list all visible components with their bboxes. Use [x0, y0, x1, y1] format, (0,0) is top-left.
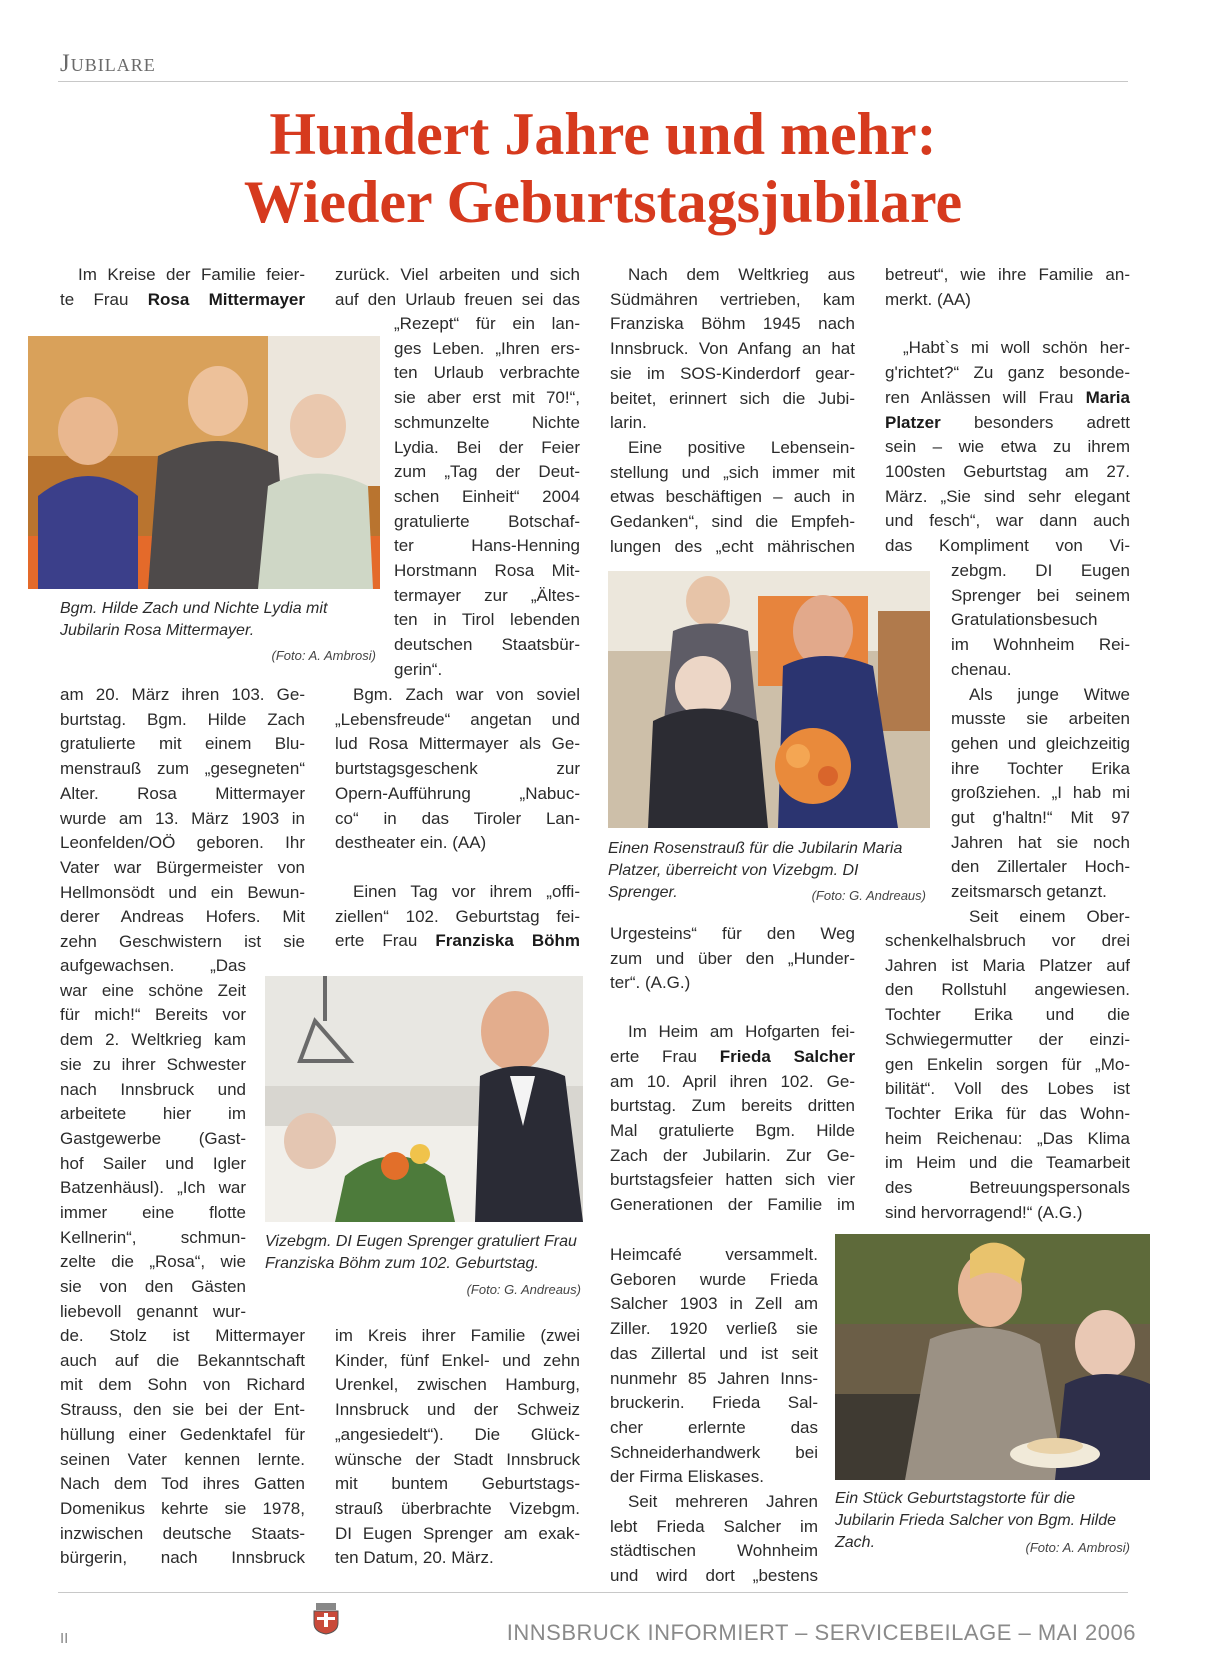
col4-n-line-3: Gratulationsbesuch	[951, 610, 1098, 630]
col2-line-5: ten Urlaub verbrachte	[394, 363, 580, 383]
caption-photo4: Ein Stück Geburtstagstorte für die Jubilarin Frieda Salcher von Bgm. Hilde Zach.	[835, 1490, 1117, 1551]
name-platzer: Platzer	[885, 412, 941, 432]
col3-line-10: etwas beschäftigen – auch in	[610, 487, 855, 507]
headline-line-2: Wieder Geburtstagsjubilare	[243, 169, 963, 235]
col1-line-26: liebevoll genannt wur-	[60, 1301, 246, 1321]
col4-n-line-12: Jahren hat sie noch	[951, 832, 1130, 852]
col2-b-line-2: Kinder, fünf Enkel- und zehn	[335, 1350, 580, 1370]
caption-photo1: Bgm. Hilde Zach und Nichte Lydia mit Jubilarin Rosa Mittermayer.	[60, 600, 328, 639]
col4-n-line-15: Seit einem Ober-	[969, 906, 1130, 926]
col3-line-2: Südmähren vertrieben, kam	[610, 289, 855, 309]
col3-line-4: Innsbruck. Von Anfang an hat	[610, 339, 855, 359]
col4-w-line-6: gen Enkelin sorgen für „Mo-	[885, 1054, 1130, 1074]
col1-line-36: bürgerin, nach Innsbruck	[60, 1548, 305, 1568]
col4-w-line-11: des Betreuungspersonals	[885, 1178, 1130, 1198]
col3-line-5: sie im SOS-Kinderdorf gear-	[610, 363, 855, 383]
col3-frieda-line-19: Seit mehreren Jahren	[628, 1492, 818, 1512]
col1-line-11: zehn Geschwistern ist sie	[60, 932, 305, 952]
col1-line-3: gratulierte mit einem Blu-	[60, 734, 305, 754]
col4-top	[885, 263, 1130, 559]
col4-n-line-5: chenau.	[951, 659, 1012, 679]
col1-line-8: Vater war Bürgermeister von	[60, 857, 305, 877]
credit-photo3: (Foto: G. Andreaus)	[811, 888, 926, 903]
col1-line-1: am 20. März ihren 103. Ge-	[60, 685, 305, 704]
col1-line-34: Domenikus kehrte sie 1978,	[60, 1498, 305, 1518]
col3-mid-line-3: ter“. (A.G.)	[610, 973, 691, 993]
col2-line-4: ges Leben. „Ihren ers-	[394, 338, 580, 358]
col4-n-line-13: den Zillertaler Hoch-	[951, 857, 1130, 877]
col3-line-9: stellung und „sich immer mit	[610, 462, 855, 482]
col3-frieda-line-21: städtischen Wohnheim	[610, 1541, 818, 1561]
col1-lead-line1: Im Kreise der Familie feier-	[78, 265, 305, 284]
col1-line-15: dem 2. Weltkrieg kam	[60, 1030, 246, 1050]
col4-wide	[885, 929, 1130, 1225]
col3-frieda-line-9: Heimcafé versammelt.	[610, 1245, 818, 1264]
col4-maria-line-2: g'richtet?“ Zu ganz besonde-	[885, 363, 1130, 383]
col4-w-line-7: bilität“. Voll des Lobes ist	[885, 1079, 1130, 1099]
col1-line-2: burtstag. Bgm. Hilde Zach	[60, 709, 305, 729]
col4-maria-line-4: Platzer besonders adrett	[885, 412, 1130, 432]
col3-line-12: lungen des „echt mährischen	[610, 536, 855, 556]
col4-n-line-11: gut g'haltn!“ Mit 97	[951, 808, 1130, 828]
col2-line-12: ter Hans-Henning	[394, 536, 580, 556]
col1-line-18: arbeitete hier im	[60, 1104, 246, 1124]
col4-n-line-2: Sprenger bei seinem	[951, 585, 1130, 605]
caption-photo3: Einen Rosenstrauß für die Jubilarin Maria Platzer, überreicht von Vizebgm. DI Sprenger.	[608, 840, 903, 901]
col4-narrow	[951, 559, 1130, 930]
photo-rosa-mittermayer	[28, 336, 380, 589]
col2-p3-line-2: ziellen“ 102. Geburtstag fei-	[335, 906, 580, 926]
col2-b-line-6: wünsche der Stadt Innsbruck	[335, 1449, 580, 1469]
name-rosa-mittermayer: Rosa Mittermayer	[147, 289, 305, 309]
name-frieda-salcher: Frieda Salcher	[719, 1046, 855, 1066]
col4-n-line-4: im Wohnheim Rei-	[951, 635, 1130, 655]
credit-photo4: (Foto: A. Ambrosi)	[1025, 1540, 1130, 1555]
col2-line-10: schen Einheit“ 2004	[394, 486, 580, 506]
col1-line-25: sie von den Gästen	[60, 1277, 246, 1297]
col4-n-line-6: Als junge Witwe	[969, 684, 1130, 704]
col1-line-9: Hellmonsödt und ein Bewun-	[60, 882, 305, 902]
col3-frieda-line-5: Mal gratulierte Bgm. Hilde	[610, 1120, 855, 1140]
col4-n-line-8: gehen und gleichzeitig	[951, 733, 1130, 753]
name-maria: Maria	[1085, 387, 1130, 407]
col2-para2	[335, 683, 580, 954]
col3-mid-line-1: Urgesteins“ für den Weg	[610, 924, 855, 943]
col4-line-2: merkt. (AA)	[885, 289, 971, 309]
col4-maria-line-3: ren Anlässen will Frau Maria	[885, 387, 1130, 407]
col3-frieda-line-17: Schneiderhandwerk bei	[610, 1442, 818, 1462]
col1-line-24: zelte die „Rosa“, wie	[60, 1252, 246, 1272]
col3-frieda-line-12: Ziller. 1920 verließ sie	[610, 1319, 818, 1339]
col1-line-10: derer Andreas Hofers. Mit	[60, 907, 305, 927]
col3-frieda-line-4: burtstag. Zum bereits dritten	[610, 1096, 855, 1116]
col3-bottom-narrow	[610, 1243, 818, 1589]
col3-top	[610, 263, 855, 559]
innsbruck-crest-icon	[312, 1601, 340, 1635]
col1-line-7: Leonfelden/OÖ geboren. Ihr	[60, 833, 305, 853]
col4-w-line-3: den Rollstuhl angewiesen.	[885, 980, 1130, 1000]
col2-p2-line-3: lud Rosa Mittermayer als Ge-	[335, 734, 580, 754]
col3-line-8: Eine positive Lebensein-	[628, 437, 855, 457]
col4-w-line-12: sind hervorragend!“ (A.G.)	[885, 1202, 1083, 1222]
col1-line-22: immer eine flotte	[60, 1203, 246, 1223]
col3-mid	[610, 922, 855, 1218]
col4-maria-line-8: und fesch“, war dann auch	[885, 511, 1130, 531]
col3-frieda-line-1: Im Heim am Hofgarten fei-	[628, 1022, 855, 1042]
col3-frieda-line-16: cher erlernte das	[610, 1417, 818, 1437]
col2-bottom	[335, 1324, 580, 1571]
col2-b-line-9: DI Eugen Sprenger am exak-	[335, 1523, 580, 1543]
col1-line-19: Gastgewerbe (Gast-	[60, 1128, 246, 1148]
col1-line-4: menstrauß zum „gesegneten“	[60, 759, 305, 779]
col2-line-3: „Rezept“ für ein lan-	[394, 314, 580, 333]
col2-p3-line-3: erte Frau Franziska Böhm	[335, 931, 580, 951]
col1-line-35: inzwischen deutsche Staats-	[60, 1523, 305, 1543]
col3-frieda-line-6: Zach der Jubilarin. Zur Ge-	[610, 1145, 855, 1165]
col1-body-narrow	[60, 954, 246, 1325]
col2-line-17: gerin“.	[394, 659, 443, 679]
col2-p2-line-6: co“ in das Tiroler Lan-	[335, 808, 580, 828]
col3-frieda-line-18: der Firma Eliskases.	[610, 1467, 764, 1487]
col1-body-bottom	[60, 1324, 305, 1571]
col3-frieda-line-8: Generationen der Familie im	[610, 1195, 855, 1215]
col4-line-1: betreut“, wie ihre Familie an-	[885, 265, 1130, 284]
col4-n-line-7: musste sie arbeiten	[951, 709, 1130, 729]
col3-frieda-line-15: bruckerin. Frieda Sal-	[610, 1393, 818, 1413]
col2-line-6: sie aber erst mit 70!“,	[394, 388, 580, 408]
col4-maria-line-1: „Habt`s mi woll schön her-	[903, 338, 1130, 358]
col4-w-line-4: Tochter Erika und die	[885, 1005, 1130, 1025]
col3-line-7: larin.	[610, 413, 647, 433]
col1-lead	[60, 263, 305, 312]
col1-line-29: mit dem Sohn von Richard	[60, 1375, 305, 1395]
col2-line-13: Horstmann Rosa Mit-	[394, 561, 580, 581]
col3-frieda-line-11: Salcher 1903 in Zell am	[610, 1294, 818, 1314]
name-franziska-boehm: Franziska Böhm	[435, 931, 580, 951]
col4-n-line-9: ihre Tochter Erika	[951, 758, 1130, 778]
col4-w-line-9: heim Reichenau: „Das Klima	[885, 1128, 1130, 1148]
col1-line-28: auch auf die Bekanntschaft	[60, 1350, 305, 1370]
headline-line-1: Hundert Jahre und mehr:	[269, 101, 937, 167]
col2-line-11: gratulierte Botschaf-	[394, 511, 580, 531]
col2-b-line-8: strauß überbrachte Vizebgm.	[335, 1498, 580, 1518]
col1-line-23: Kellnerin“, schmun-	[60, 1227, 246, 1247]
col3-mid-line-2: zum und über den „Hunder-	[610, 948, 855, 968]
credit-photo1: (Foto: A. Ambrosi)	[271, 648, 376, 663]
col2-b-line-4: Innsbruck und der Schweiz	[335, 1400, 580, 1420]
col2-line-9: zum „Tag der Deut-	[394, 462, 580, 482]
col4-n-line-10: großziehen. „I hab mi	[951, 783, 1130, 803]
col2-p2-line-5: Opern-Aufführung „Nabuc-	[335, 783, 580, 803]
col4-w-line-5: Schwiegermutter der einzi-	[885, 1029, 1130, 1049]
publication-footer: INNSBRUCK INFORMIERT – SERVICEBEILAGE – MAI 2006	[506, 1620, 1136, 1645]
col2-b-line-1: im Kreis ihrer Familie (zwei	[335, 1326, 580, 1345]
col3-frieda-line-3: am 10. April ihren 102. Ge-	[610, 1071, 855, 1091]
col1-line-14: für mich!“ Bereits vor	[60, 1005, 246, 1025]
col3-frieda-line-2: erte Frau Frieda Salcher	[610, 1046, 855, 1066]
col3-line-11: Gedanken“, sind die Empfeh-	[610, 512, 855, 532]
section-label: Jubilare	[60, 50, 156, 77]
col3-frieda-line-20: lebt Frieda Salcher im	[610, 1516, 818, 1536]
col1-line-13: war eine schöne Zeit	[60, 980, 246, 1000]
col2-p2-line-4: burtstagsgeschenk zur	[335, 759, 580, 779]
photo-maria-platzer	[608, 571, 930, 828]
col2-p2-line-1: Bgm. Zach war von soviel	[353, 685, 580, 704]
col2-p2-line-2: „Lebensfreude“ angetan und	[335, 709, 580, 729]
col1-line-16: sie zu ihrer Schwester	[60, 1054, 246, 1074]
col4-maria-line-9: das Kompliment von Vi-	[885, 536, 1130, 556]
col2-line-2: auf den Urlaub freuen sei das	[335, 289, 580, 309]
col4-maria-line-5: sein – wie etwa zu ihrem	[885, 437, 1130, 457]
col2-b-line-7: mit buntem Geburtstags-	[335, 1474, 580, 1494]
col3-line-1: Nach dem Weltkrieg aus	[628, 265, 855, 284]
top-rule	[58, 81, 1128, 82]
col2-line-15: ten in Tirol lebenden	[394, 610, 580, 630]
col2-line-8: Lydia. Bei der Feier	[394, 437, 580, 457]
col2-top-wide	[335, 263, 580, 312]
col2-p3-line-1: Einen Tag vor ihrem „offi-	[353, 881, 580, 901]
col3-frieda-line-13: das Zillertal und ist seit	[610, 1343, 818, 1363]
col2-b-line-10: ten Datum, 20. März.	[335, 1548, 494, 1568]
col2-line-7: schmunzelte Nichte	[394, 412, 580, 432]
col4-w-line-2: Jahren ist Maria Platzer auf	[885, 955, 1130, 975]
col1-line-21: Batzenhäusl). „Ich war	[60, 1178, 246, 1198]
col4-w-line-10: im Heim und die Teamarbeit	[885, 1153, 1130, 1173]
col1-line-6: wurde am 13. März 1903 in	[60, 808, 305, 828]
col3-frieda-line-22: und wird dort „bestens	[610, 1566, 818, 1586]
col1-line-27: de. Stolz ist Mittermayer	[60, 1326, 305, 1345]
col2-b-line-5: „angesiedelt“). Die Glück-	[335, 1424, 580, 1444]
photo-franziska-boehm	[265, 976, 583, 1222]
col4-w-line-1: schenkelhalsbruch vor drei	[885, 931, 1130, 950]
credit-photo2: (Foto: G. Andreaus)	[466, 1282, 581, 1297]
col1-line-12: aufgewachsen. „Das	[60, 956, 246, 975]
col1-body	[60, 683, 305, 955]
col3-line-3: Franziska Böhm 1945 nach	[610, 314, 855, 334]
col1-line-5: Alter. Rosa Mittermayer	[60, 783, 305, 803]
photo-frieda-salcher	[835, 1234, 1150, 1480]
col1-line-32: seinen Vater kennen lernte.	[60, 1449, 305, 1469]
col1-line-33: Nach dem Tod ihres Gatten	[60, 1474, 305, 1494]
col3-frieda-line-10: Geboren wurde Frieda	[610, 1269, 818, 1289]
col1-lead-line2: te Frau Rosa Mittermayer	[60, 289, 305, 309]
col3-frieda-line-14: nunmehr 85 Jahren Inns-	[610, 1368, 818, 1388]
col1-line-17: nach Innsbruck und	[60, 1079, 246, 1099]
col2-b-line-3: Urenkel, zwischen Hamburg,	[335, 1375, 580, 1395]
caption-photo2: Vizebgm. DI Eugen Sprenger gratuliert Frau Franziska Böhm zum 102. Geburtstag.	[265, 1233, 577, 1272]
col2-line-1: zurück. Viel arbeiten und sich	[335, 265, 580, 284]
col3-line-6: beitet, erinnert sich die Jubi-	[610, 388, 855, 408]
col4-maria-line-7: März. „Sie sind sehr elegant	[885, 486, 1130, 506]
col2-top-narrow	[394, 312, 580, 683]
col4-n-line-1: zebgm. DI Eugen	[951, 561, 1130, 580]
col1-line-30: Strauss, den sie bei der Ent-	[60, 1400, 305, 1420]
col4-maria-line-6: 100sten Geburtstag am 27.	[885, 461, 1130, 481]
col3-frieda-line-7: burtstagsfeier hatten sich vier	[610, 1170, 855, 1190]
bottom-rule	[58, 1592, 1128, 1593]
col2-line-16: deutschen Staatsbür-	[394, 635, 580, 655]
col4-w-line-8: Tochter Erika für das Wohn-	[885, 1103, 1130, 1123]
col2-p2-line-7: destheater ein. (AA)	[335, 833, 487, 853]
col4-n-line-14: zeitsmarsch getanzt.	[951, 882, 1107, 902]
col1-line-20: hof Sailer und Igler	[60, 1153, 246, 1173]
page-number: II	[60, 1630, 69, 1647]
col1-line-31: hüllung einer Gedenktafel für	[60, 1424, 305, 1444]
col2-line-14: termayer zur „Ältes-	[394, 585, 580, 605]
